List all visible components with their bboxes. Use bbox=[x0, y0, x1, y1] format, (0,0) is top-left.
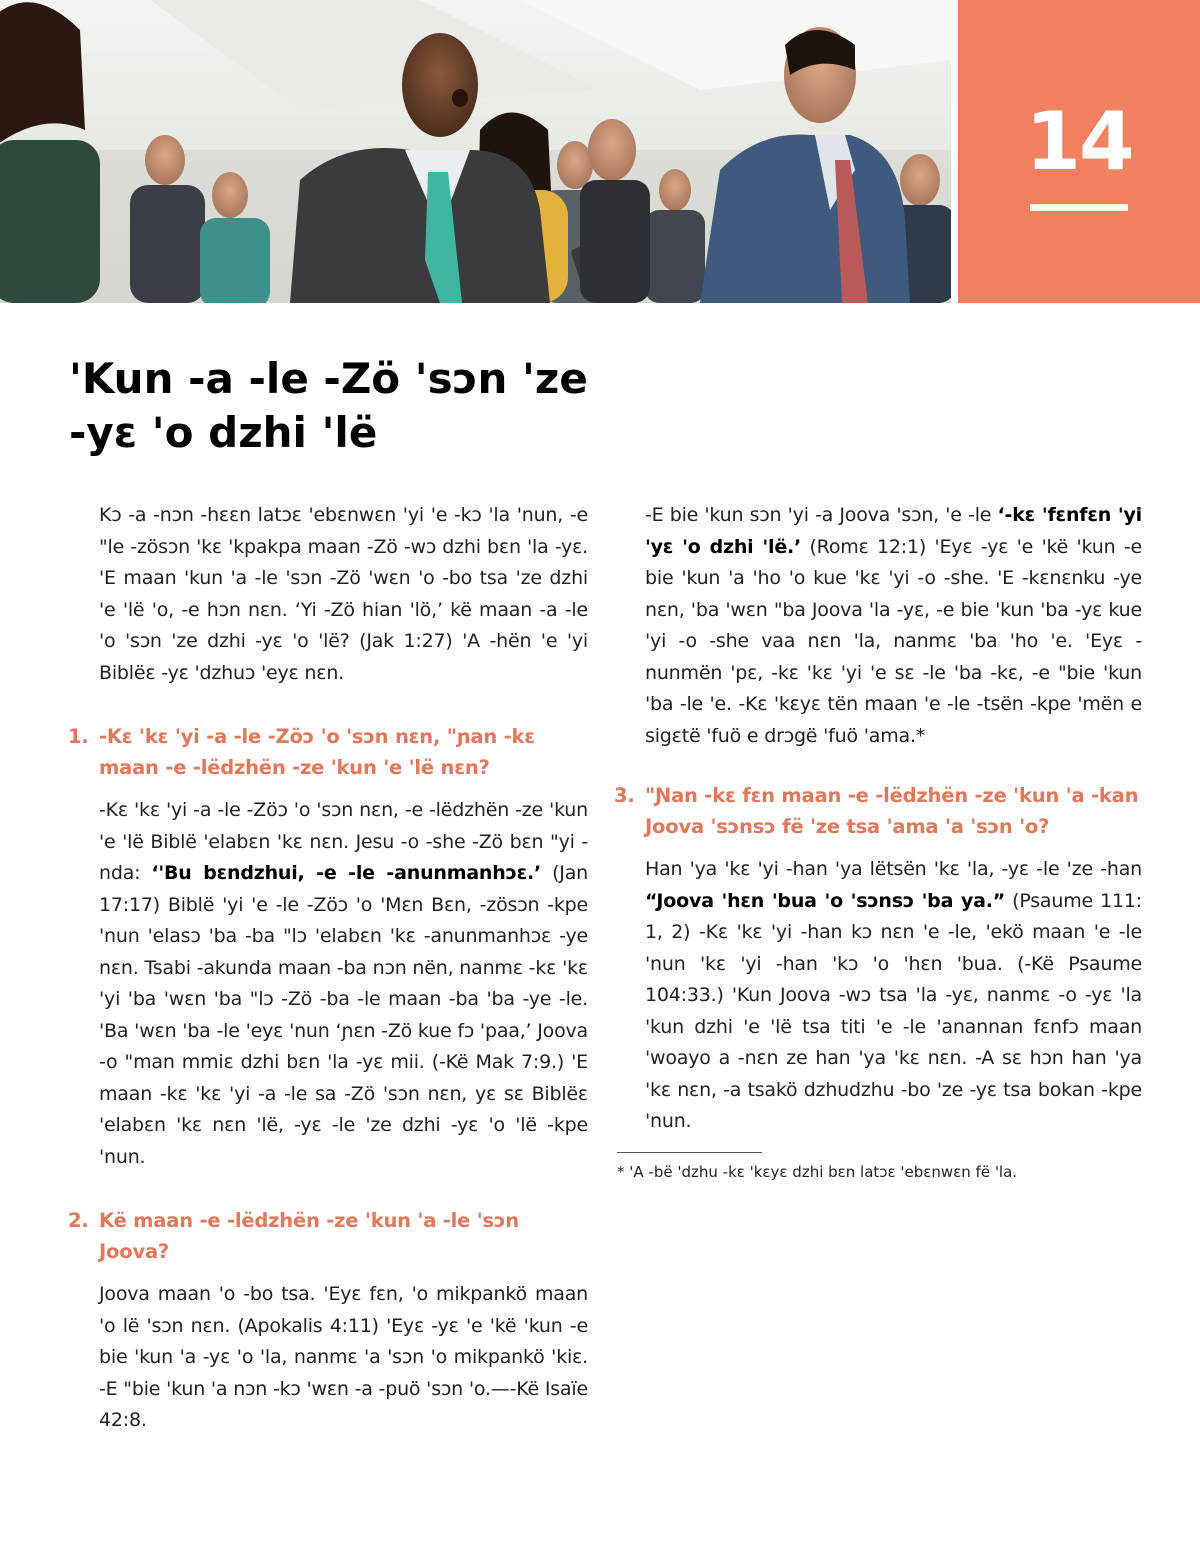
question-3-number: 3. bbox=[614, 784, 635, 807]
answer-1-text-b: (Jan 17:17) Biblë 'yi 'e -le -Zöɔ 'o 'Mɛn Bɛn, -zösɔn -kpe 'nun 'elasɔ 'ba -ba "lɔ 'elabɛn 'kɛ -anunmanhɔɛ -ye nɛn. Tsabi -akunda maan -ba nɔn nën, nanmɛ -kɛ 'kɛ 'yi 'ba 'wɛn 'ba "lɔ -Zö -ba -le maan -ba 'ba -ye -le. 'Ba 'wɛn 'ba -le 'eyɛ 'nun ‘ɲɛn -Zö kue fɔ 'paa,’ Joova -o "man mmiɛ dzhi bɛn 'la -yɛ mii. (-Kë Mak 7:9.) 'E maan -kɛ 'kɛ 'yi -a -le sa -Zö 'sɔn nɛn, yɛ sɛ Biblëɛ 'elabɛn 'kɛ nɛn 'lë, -yɛ -le 'ze dzhi -yɛ 'o 'lë -kpe 'nun. bbox=[99, 862, 588, 1168]
question-1-text: -Kɛ 'kɛ 'yi -a -le -Zöɔ 'o 'sɔn nɛn, "ɲan -kɛ maan -e -lëdzhën -ze 'kun 'e 'lë nɛn? bbox=[99, 725, 535, 779]
answer-2-paragraph: Joova maan 'o -bo tsa. 'Eyɛ fɛn, 'o mikpankö maan 'o lë 'sɔn nɛn. (Apokalis 4:11) 'Eyɛ -yɛ 'e 'kë 'kun -e bie 'kun 'a -yɛ 'o 'la, nanmɛ 'a 'sɔn 'o mikpankö 'kiɛ. -E "bie 'kun 'a nɔn -kɔ 'wɛn -a -puö 'sɔn 'o.—-Kë Isaïe 42:8. bbox=[99, 1283, 588, 1431]
answer-2-continued-paragraph bbox=[614, 500, 1142, 752]
lesson-number: 14 bbox=[1025, 95, 1133, 188]
answer-2-cont-text-b: (Romɛ 12:1) 'Eyɛ -yɛ 'e 'kë 'kun -e bie 'kun 'a 'ho 'o kue 'kɛ 'yi -o -she. 'E -kɛnɛnku -ye nɛn, 'ba 'wɛn "ba Joova 'la -yɛ, -e bie 'kun 'ba -yɛ kue 'yi -o -she vaa nɛn 'la, nanmɛ 'ba 'ho 'e. 'Eyɛ -nunmën 'pɛ, -kɛ 'kɛ 'yi 'e sɛ -le 'ba -kɛ, -e "bie 'kun 'ba -le 'e. -Kɛ 'kɛyɛ tën maan 'e -le -tsën -kpe 'mën e sigɛtë 'fuö e drɔgë 'fuö 'ama.* bbox=[645, 535, 1142, 747]
question-3-text: "Ɲan -kɛ fɛn maan -e -lëdzhën -ze 'kun 'a -kan Joova 'sɔnsɔ fë 'ze tsa 'ama 'a 'sɔn 'o? bbox=[645, 784, 1139, 838]
answer-3-text-a: Han 'ya 'kɛ 'yi -han 'ya lëtsën 'kɛ 'la, -yɛ -le 'ze -han bbox=[645, 858, 1142, 880]
question-1 bbox=[68, 721, 588, 783]
answer-1-paragraph bbox=[68, 795, 588, 1173]
footnote: * 'A -bë 'dzhu -kɛ 'kɛyɛ dzhi bɛn latɔɛ 'ebɛnwɛn fë 'la. bbox=[617, 1162, 1018, 1181]
question-2-text: Kë maan -e -lëdzhën -ze 'kun 'a -le 'sɔn Joova? bbox=[99, 1209, 519, 1263]
answer-3-text-b: (Psaume 111: 1, 2) -Kɛ 'kɛ 'yi -han kɔ nɛn 'e -le, 'ekö maan 'e -le 'nun 'kɛ 'yi -han 'kɔ 'o 'hɛn 'bua. (-Kë Psaume 104:33.) 'Kun Joova -wɔ tsa 'la -yɛ, nanmɛ -o -yɛ 'la 'kun dzhi 'e 'lë tsa titi 'e -le 'anannan fɛnfɔ maan 'woayo a -nɛn ze han 'ya 'kɛ nɛn. -A sɛ hɔn han 'ya 'kɛ nɛn, -a tsakö dzhudzhu -bo 'ze -yɛ tsa bokan -kpe 'nun. bbox=[645, 889, 1142, 1132]
intro-paragraph: Kɔ -a -nɔn -hɛɛn latɔɛ 'ebɛnwɛn 'yi 'e -kɔ 'la 'nun, -e "le -zösɔn 'kɛ 'kpakpa maan -Zö -wɔ dzhi bɛn 'la -yɛ. 'E maan 'kun 'a -le 'sɔn -Zö 'wɛn 'o -bo tsa 'ze dzhi 'e 'lë 'o, -e hɔn nɛn. ‘Yi -Zö hian 'lö,’ kë maan -a -le 'o 'sɔn 'ze dzhi -yɛ 'o 'lë? (Jak 1:27) 'A -hën 'e 'yi Biblëɛ -yɛ 'dzhuɔ 'eyɛ nɛn. bbox=[99, 504, 588, 684]
answer-1-quote: ‘'Bu bɛndzhui, -e -le -anunmanhɔɛ.’ bbox=[151, 862, 542, 884]
lesson-number-box bbox=[958, 0, 1200, 303]
footnote-divider bbox=[617, 1152, 762, 1153]
answer-1-text-a: -Kɛ 'kɛ 'yi -a -le -Zöɔ 'o 'sɔn nɛn, -e -lëdzhën -ze 'kun 'e 'lë Biblë 'elabɛn 'kɛ nɛn. Jesu -o -she -Zö bɛn "yi -nda: bbox=[99, 799, 588, 884]
answer-2-cont-quote: ‘-kɛ 'fɛnfɛn 'yi 'yɛ 'o dzhi 'lë.’ bbox=[645, 504, 1142, 558]
question-2-number: 2. bbox=[68, 1209, 89, 1232]
question-2 bbox=[68, 1205, 588, 1267]
header-photo bbox=[0, 0, 951, 303]
page-title: 'Kun -a -le -Zö 'sɔn 'ze -yɛ 'o dzhi 'lë bbox=[69, 354, 588, 457]
answer-3-paragraph bbox=[614, 854, 1142, 1138]
right-column bbox=[614, 500, 1142, 1183]
answer-3-quote: “Joova 'hɛn 'bua 'o 'sɔnsɔ 'ba ya.” bbox=[645, 889, 1005, 912]
lesson-number-underline bbox=[1030, 204, 1128, 211]
question-1-number: 1. bbox=[68, 725, 89, 748]
left-column bbox=[68, 500, 588, 1437]
congregation-singing-image bbox=[0, 0, 951, 303]
answer-2-cont-text-a: -E bie 'kun sɔn 'yi -a Joova 'sɔn, 'e -le bbox=[645, 504, 998, 526]
question-3 bbox=[614, 780, 1142, 842]
